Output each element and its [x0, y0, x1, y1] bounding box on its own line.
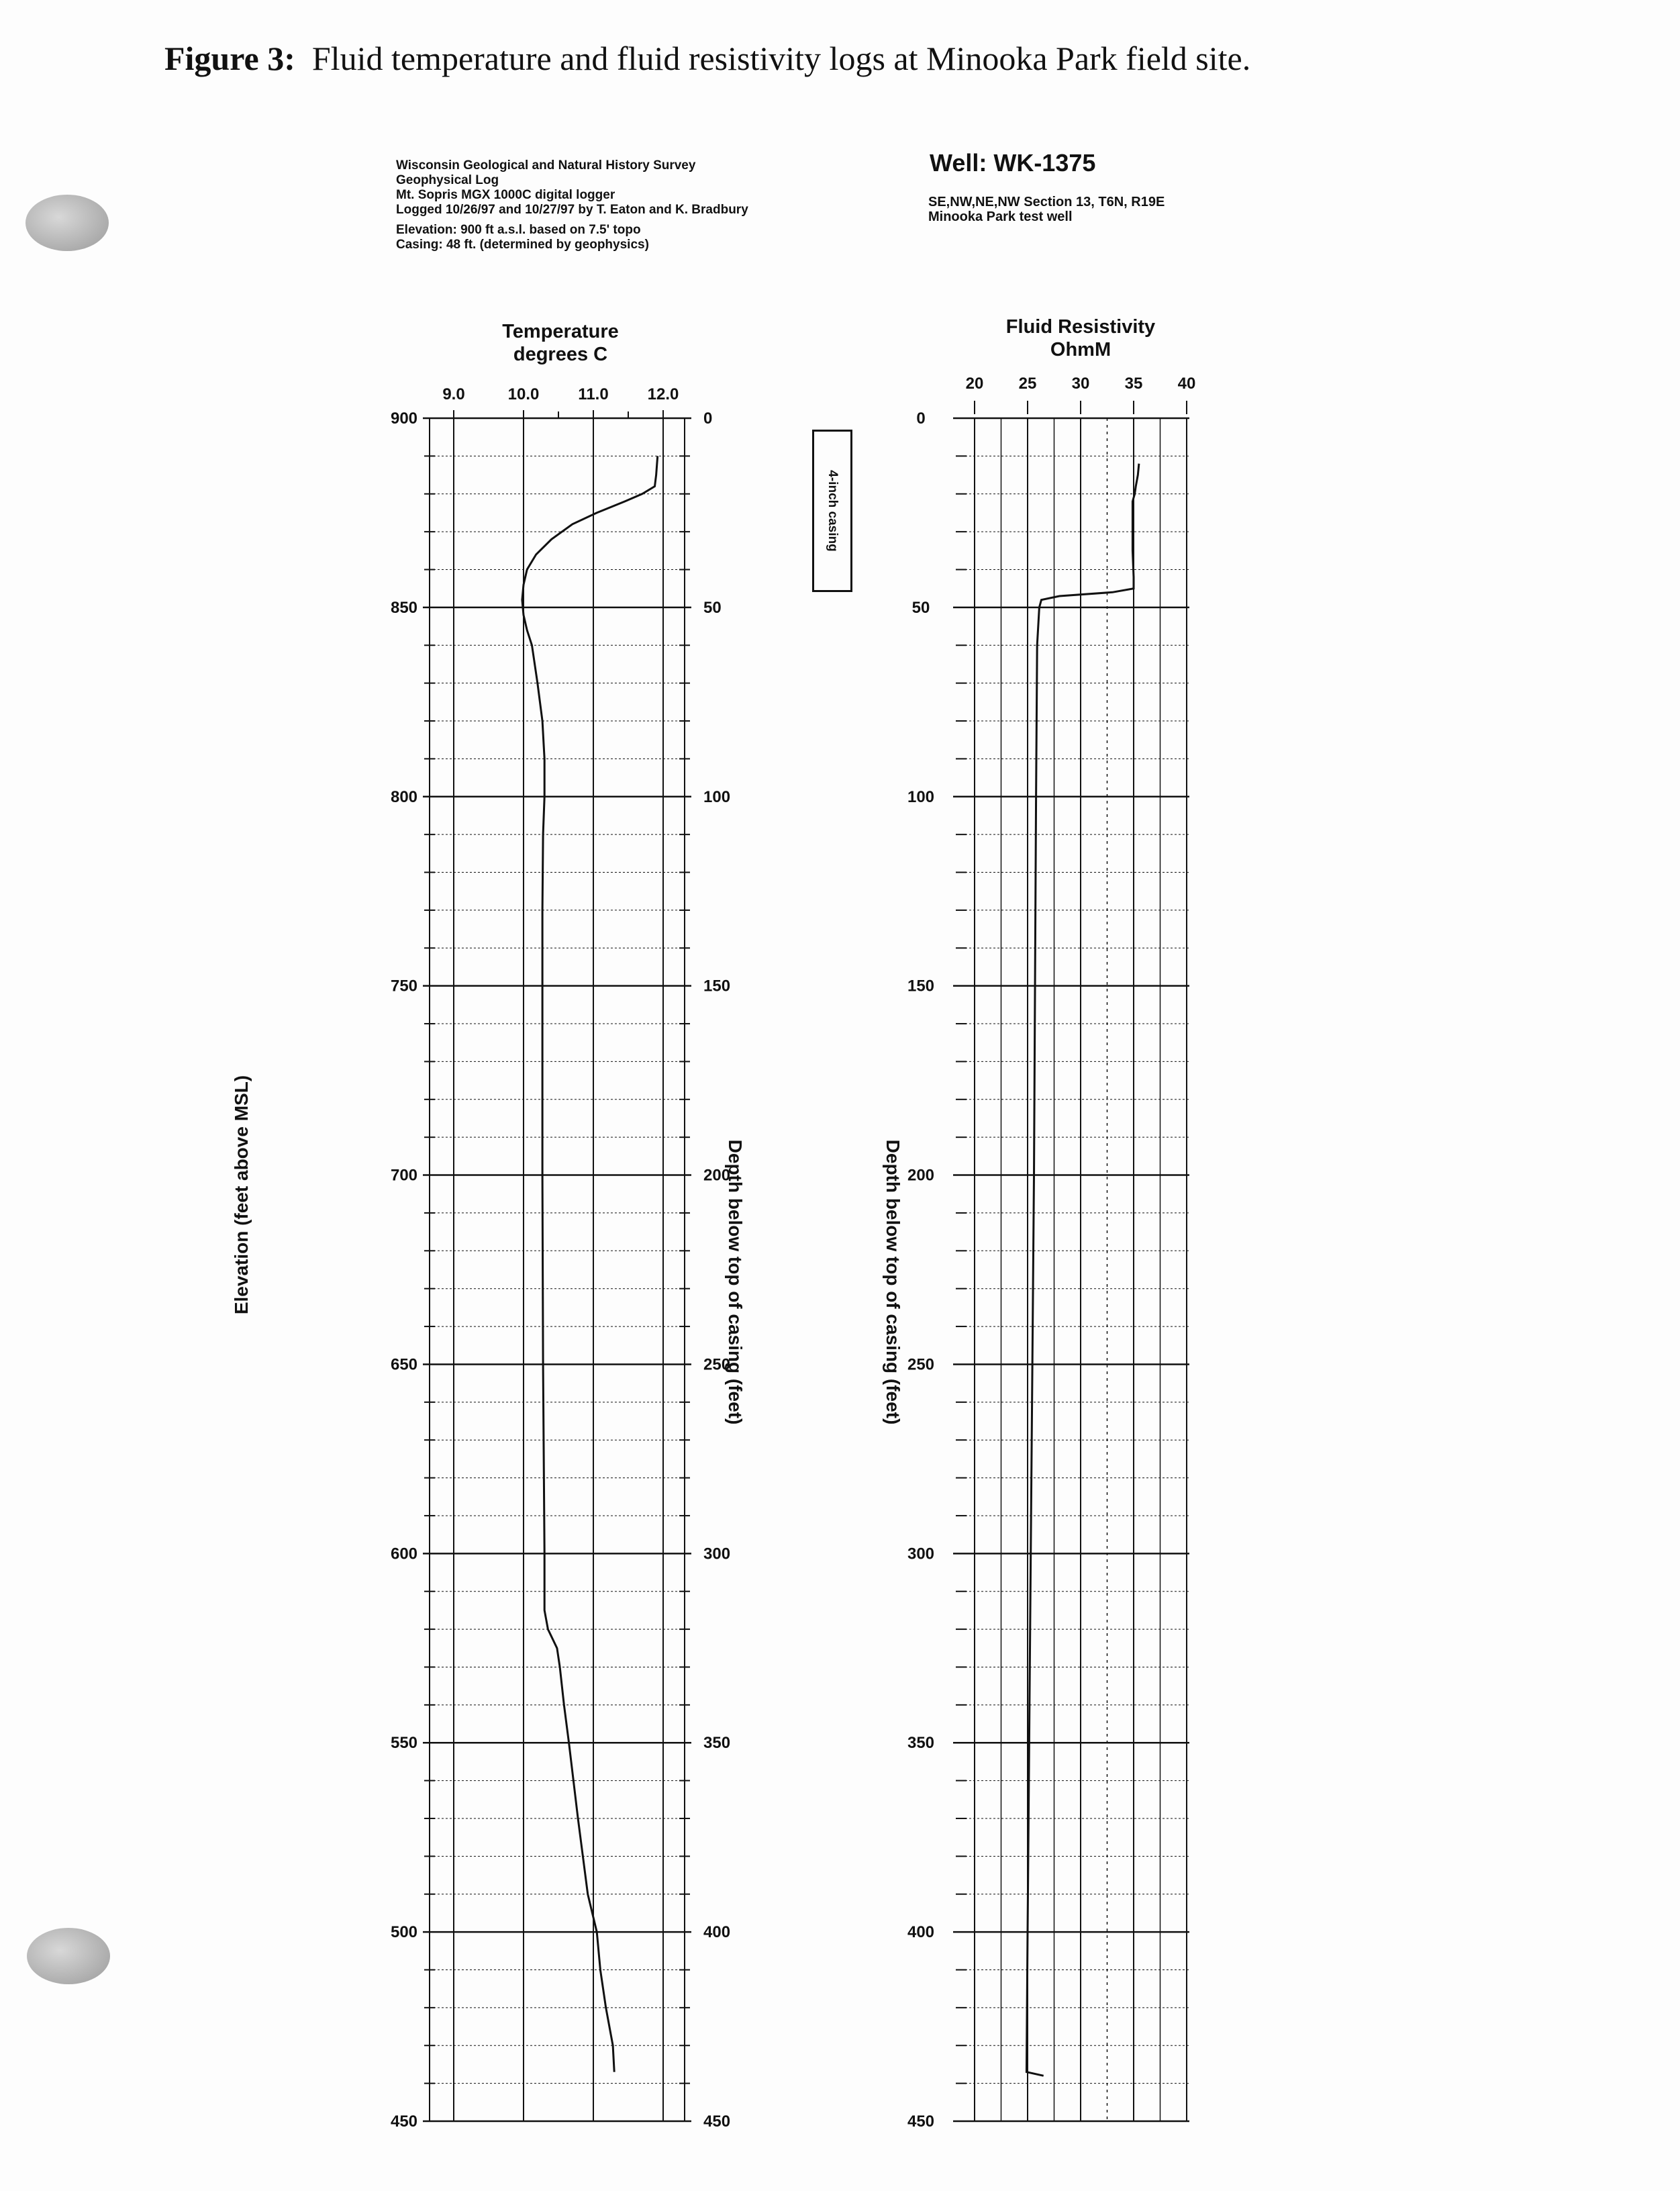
temperature-curve [522, 456, 658, 2072]
elevation-tick-label: 450 [390, 2112, 418, 2131]
temperature-log-chart [391, 385, 730, 2131]
elevation-tick-label: 800 [390, 787, 418, 806]
resistivity-log-chart [907, 375, 1195, 2131]
depth-tick-label: 450 [703, 2112, 731, 2131]
resistivity-tick-label: 25 [1018, 375, 1037, 393]
temperature-tick-label: 9.0 [442, 385, 465, 403]
depth-tick-label: 350 [907, 1734, 935, 1753]
elevation-tick-label: 650 [390, 1355, 418, 1374]
elevation-tick-label: 700 [390, 1166, 418, 1185]
well-location: SE,NW,NE,NW Section 13, T6N, R19E [928, 195, 1165, 209]
elevation-note: Elevation: 900 ft a.s.l. based on 7.5' topo [396, 223, 641, 237]
depth-tick-label: 300 [907, 1545, 935, 1563]
temperature-title: Temperature [502, 321, 619, 342]
depth-tick-label: 250 [703, 1355, 731, 1374]
depth-tick-label: 200 [907, 1166, 935, 1185]
depth-tick-label: 150 [907, 977, 935, 995]
depth-tick-label: 150 [703, 977, 731, 995]
casing-note: Casing: 48 ft. (determined by geophysics) [396, 238, 649, 252]
depth-tick-label: 200 [703, 1166, 731, 1185]
resistivity-tick-label: 20 [965, 375, 984, 393]
resistivity-depth-axis-label: Depth below top of casing (feet) [883, 1139, 903, 1425]
temperature-tick-label: 12.0 [647, 385, 679, 403]
elevation-tick-label: 750 [390, 977, 418, 995]
figure-label: Figure 3: [164, 40, 295, 77]
log-type: Geophysical Log [396, 173, 499, 187]
depth-tick-label: 350 [703, 1734, 731, 1753]
depth-tick-label: 0 [703, 409, 713, 428]
depth-tick-label: 400 [907, 1923, 935, 1942]
elevation-axis-label: Elevation (feet above MSL) [231, 1075, 252, 1315]
resistivity-units: OhmM [1050, 339, 1111, 360]
resistivity-curve [1026, 464, 1139, 2076]
casing-annotation-label: 4-inch casing [826, 470, 840, 552]
resistivity-tick-label: 40 [1177, 375, 1196, 393]
depth-tick-label: 400 [703, 1923, 731, 1942]
figure-caption-text: Fluid temperature and fluid resistivity logs at Minooka Park field site. [311, 40, 1251, 77]
depth-tick-label: 50 [703, 598, 722, 617]
elevation-tick-label: 600 [390, 1545, 418, 1563]
temperature-units: degrees C [513, 344, 608, 365]
resistivity-tick-label: 30 [1071, 375, 1090, 393]
depth-tick-label: 300 [703, 1545, 731, 1563]
resistivity-tick-label: 35 [1124, 375, 1143, 393]
depth-tick-label: 250 [907, 1355, 935, 1374]
temperature-tick-label: 11.0 [578, 385, 609, 403]
depth-tick-label: 0 [916, 409, 926, 428]
well-title: Well: WK-1375 [930, 149, 1096, 177]
survey-name: Wisconsin Geological and Natural History Survey [396, 158, 696, 173]
depth-tick-label: 100 [907, 787, 935, 806]
temperature-tick-label: 10.0 [507, 385, 540, 403]
depth-tick-label: 450 [907, 2112, 935, 2131]
well-site: Minooka Park test well [928, 209, 1073, 224]
resistivity-title: Fluid Resistivity [1005, 316, 1156, 338]
elevation-tick-label: 850 [390, 598, 418, 617]
elevation-tick-label: 500 [390, 1923, 418, 1942]
temperature-depth-axis-label: Depth below top of casing (feet) [725, 1139, 746, 1425]
depth-tick-label: 100 [703, 787, 731, 806]
logged-dates: Logged 10/26/97 and 10/27/97 by T. Eaton and K. Bradbury [396, 203, 748, 217]
elevation-tick-label: 550 [390, 1734, 418, 1753]
elevation-tick-label: 900 [390, 409, 418, 428]
depth-tick-label: 50 [911, 598, 930, 617]
logger-info: Mt. Sopris MGX 1000C digital logger [396, 188, 615, 202]
